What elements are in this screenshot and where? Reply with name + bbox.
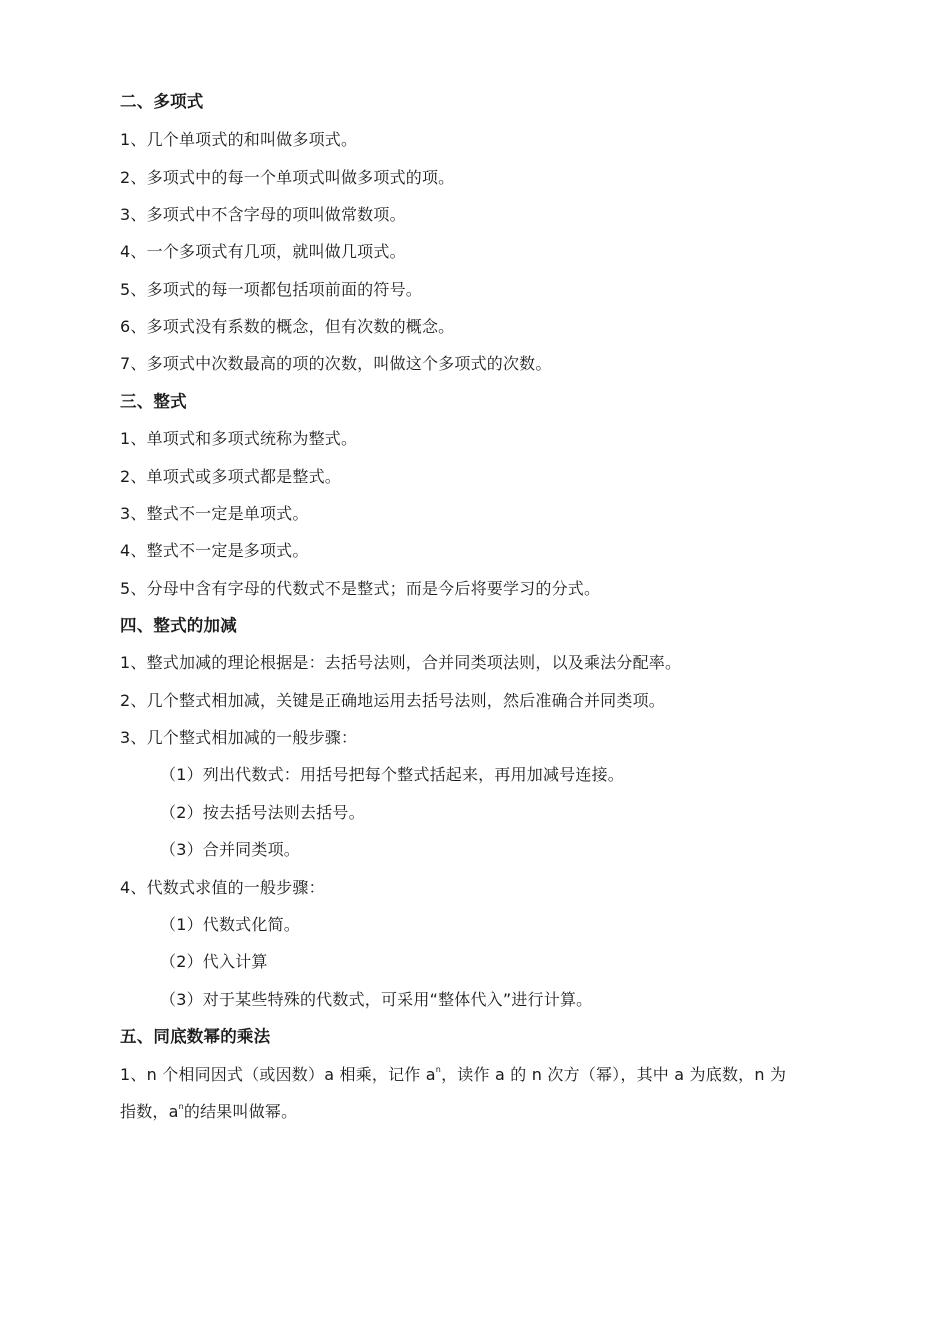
step-item: （2）按去括号法则去括号。 <box>160 803 365 822</box>
list-item: 5、多项式的每一项都包括项前面的符号。 <box>120 280 422 299</box>
text-fragment: 的结果叫做幂。 <box>183 1102 298 1121</box>
step-item: （1）列出代数式：用括号把每个整式括起来，再用加减号连接。 <box>160 765 624 784</box>
list-item: 5、分母中含有字母的代数式不是整式；而是今后将要学习的分式。 <box>120 579 601 598</box>
list-item: 7、多项式中次数最高的项的次数，叫做这个多项式的次数。 <box>120 354 552 373</box>
list-item: 2、多项式中的每一个单项式叫做多项式的项。 <box>120 168 455 187</box>
list-item-line-1 <box>120 1065 786 1085</box>
step-item: （1）代数式化简。 <box>160 915 300 934</box>
list-item: 4、整式不一定是多项式。 <box>120 541 309 560</box>
text-fragment: 指数，a <box>120 1102 179 1121</box>
step-item: （2）代入计算 <box>160 952 268 971</box>
step-item: （3）对于某些特殊的代数式，可采用“整体代入”进行计算。 <box>160 990 593 1009</box>
list-item: 6、多项式没有系数的概念，但有次数的概念。 <box>120 317 455 336</box>
exponent: n <box>435 1065 442 1074</box>
exponent: n <box>178 1102 184 1111</box>
list-item: 3、几个整式相加减的一般步骤： <box>120 728 358 747</box>
list-item: 3、整式不一定是单项式。 <box>120 504 309 523</box>
list-item: 4、代数式求值的一般步骤： <box>120 878 325 897</box>
list-item: 1、几个单项式的和叫做多项式。 <box>120 130 358 149</box>
list-item: 3、多项式中不含字母的项叫做常数项。 <box>120 205 406 224</box>
list-item: 1、整式加减的理论根据是：去括号法则，合并同类项法则，以及乘法分配率。 <box>120 653 682 672</box>
section-heading-power-multiplication: 五、同底数幂的乘法 <box>120 1027 271 1046</box>
text-fragment: 1、n 个相同因式（或因数）a 相乘，记作 a <box>120 1065 436 1084</box>
list-item-line-2 <box>120 1102 297 1122</box>
list-item: 4、一个多项式有几项，就叫做几项式。 <box>120 242 406 261</box>
section-heading-polynomial: 二、多项式 <box>120 92 204 111</box>
list-item: 1、单项式和多项式统称为整式。 <box>120 429 358 448</box>
list-item: 2、单项式或多项式都是整式。 <box>120 467 341 486</box>
list-item: 2、几个整式相加减，关键是正确地运用去括号法则，然后准确合并同类项。 <box>120 691 665 710</box>
step-item: （3）合并同类项。 <box>160 840 300 859</box>
section-heading-integral-expression: 三、整式 <box>120 392 187 411</box>
text-fragment: ，读作 a 的 n 次方（幂），其中 a 为底数，n 为 <box>441 1065 787 1084</box>
section-heading-addition-subtraction: 四、整式的加减 <box>120 616 237 635</box>
